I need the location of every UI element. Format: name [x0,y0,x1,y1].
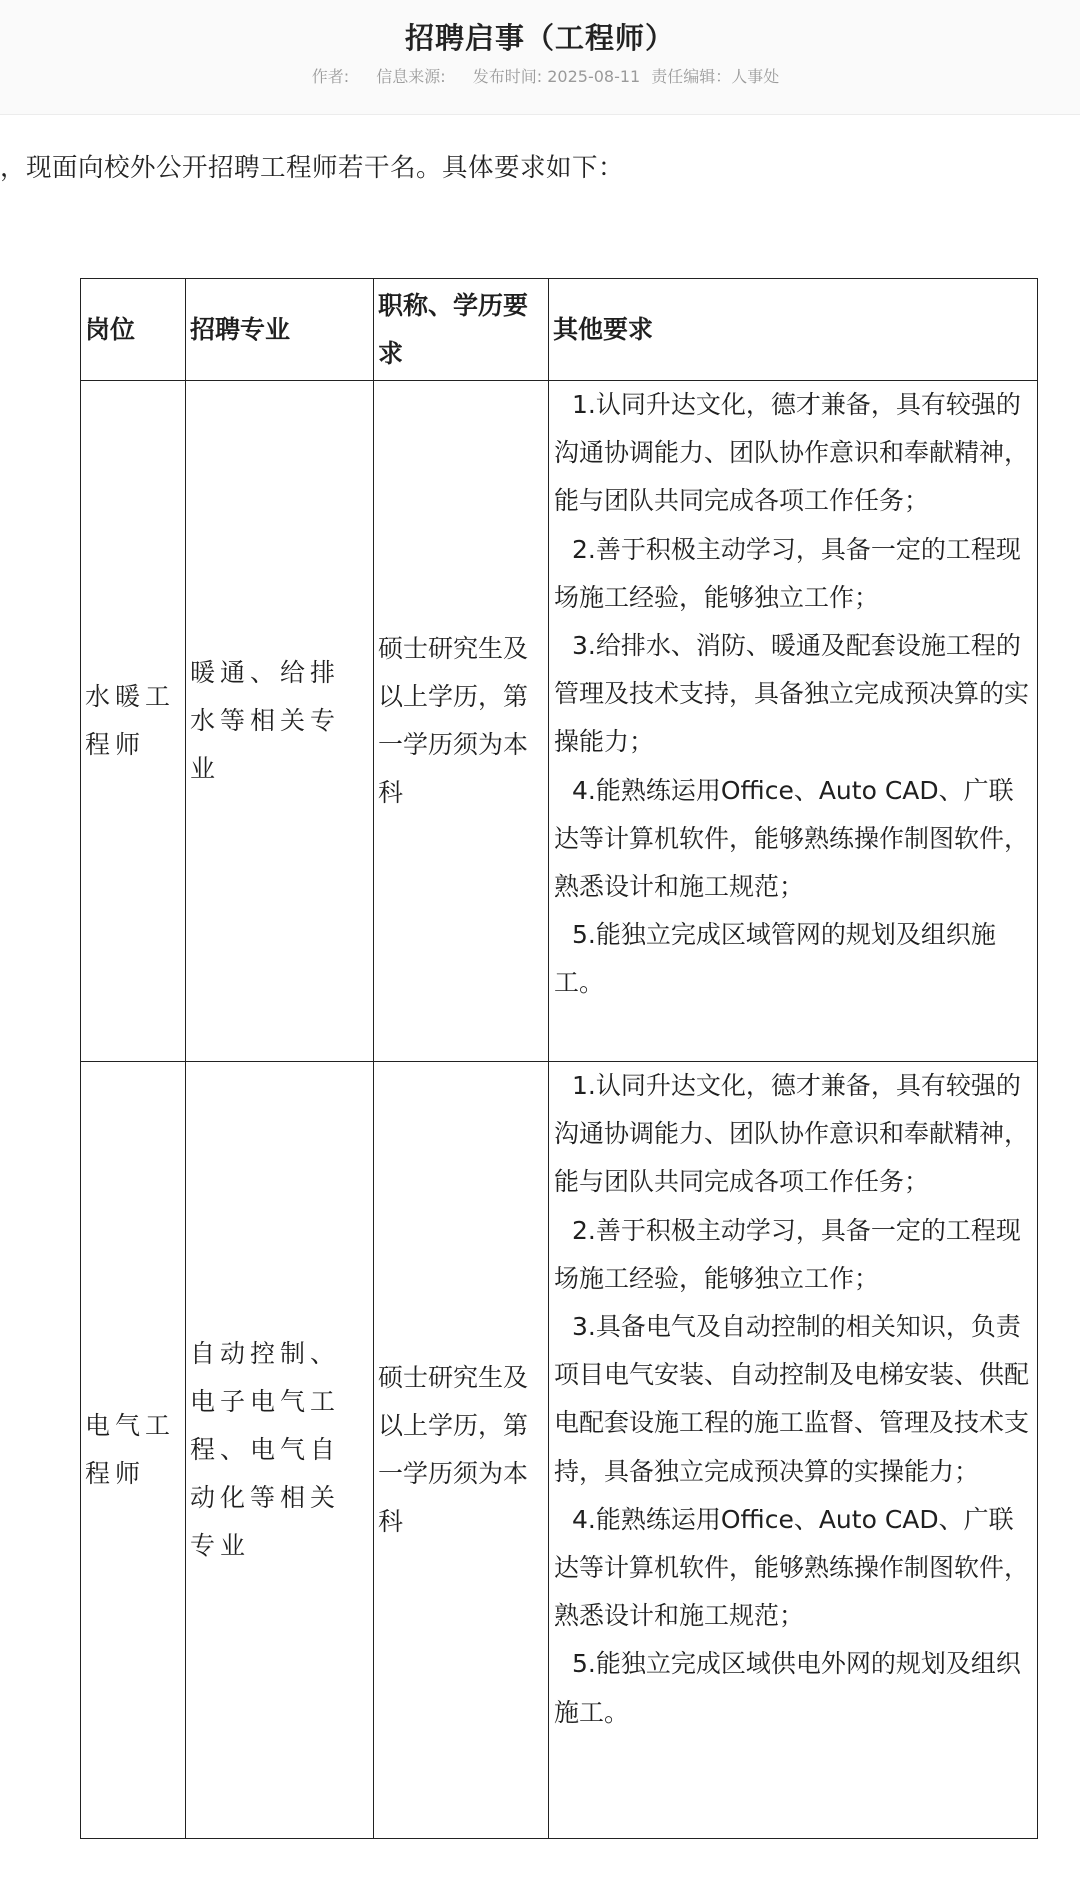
requirement-item: 5.能独立完成区域管网的规划及组织施工。 [554,920,996,998]
meta-publish-time: 发布时间: 2025-08-11 [472,67,641,86]
requirements-table [80,278,1038,1839]
requirement-item: 1.认同升达文化，德才兼备，具有较强的沟通协调能力、团队协作意识和奉献精神，能与团队共同完成各项工作任务； [554,1071,1030,1197]
article-meta [0,64,1080,87]
cell-education: 硕士研究生及以上学历，第一学历须为本科 [374,381,549,1062]
meta-author: 作者: [311,67,350,86]
cell-position: 电气工程师 [81,1062,186,1839]
table-row [81,1062,1038,1839]
requirement-item: 3.具备电气及自动控制的相关知识，负责项目电气安装、自动控制及电梯安装、供配电配套设施工程的施工监督、管理及技术支持，具备独立完成预决算的实操能力； [554,1312,1030,1486]
requirement-item: 2.善于积极主动学习，具备一定的工程现场施工经验，能够独立工作； [554,1215,1021,1293]
requirement-item: 4.能熟练运用Office、Auto CAD、广联达等计算机软件，能够熟练操作制图软件，熟悉设计和施工规范； [554,1504,1030,1631]
meta-editor: 责任编辑：人事处 [651,67,780,86]
requirement-item: 1.认同升达文化，德才兼备，具有较强的沟通协调能力、团队协作意识和奉献精神，能与团队共同完成各项工作任务； [554,390,1030,516]
intro-paragraph: ，现面向校外公开招聘工程师若干名。具体要求如下： [0,153,625,183]
page-title: 招聘启事（工程师） [404,21,675,55]
article-header [0,0,1080,115]
cell-major: 暖通、给排水等相关专业 [186,381,374,1062]
requirement-item: 3.给排水、消防、暖通及配套设施工程的管理及技术支持，具备独立完成预决算的实操能力； [554,631,1030,757]
table-row [81,381,1038,1062]
requirement-item: 5.能独立完成区域供电外网的规划及组织施工。 [554,1649,1021,1727]
table-header-row [81,279,1038,381]
header-position: 岗位 [81,279,186,381]
cell-major: 自动控制、电子电气工程、电气自动化等相关专业 [186,1062,374,1839]
requirement-item: 4.能熟练运用Office、Auto CAD、广联达等计算机软件，能够熟练操作制图软件，熟悉设计和施工规范； [554,775,1030,902]
cell-requirements [549,1062,1038,1839]
cell-position: 水暖工程师 [81,381,186,1062]
header-major: 招聘专业 [186,279,374,381]
meta-source: 信息来源: [376,67,446,86]
requirement-item: 2.善于积极主动学习，具备一定的工程现场施工经验，能够独立工作； [554,534,1021,612]
header-other: 其他要求 [549,279,1038,381]
header-education: 职称、学历要求 [374,279,549,381]
cell-education: 硕士研究生及以上学历，第一学历须为本科 [374,1062,549,1839]
cell-requirements [549,381,1038,1062]
